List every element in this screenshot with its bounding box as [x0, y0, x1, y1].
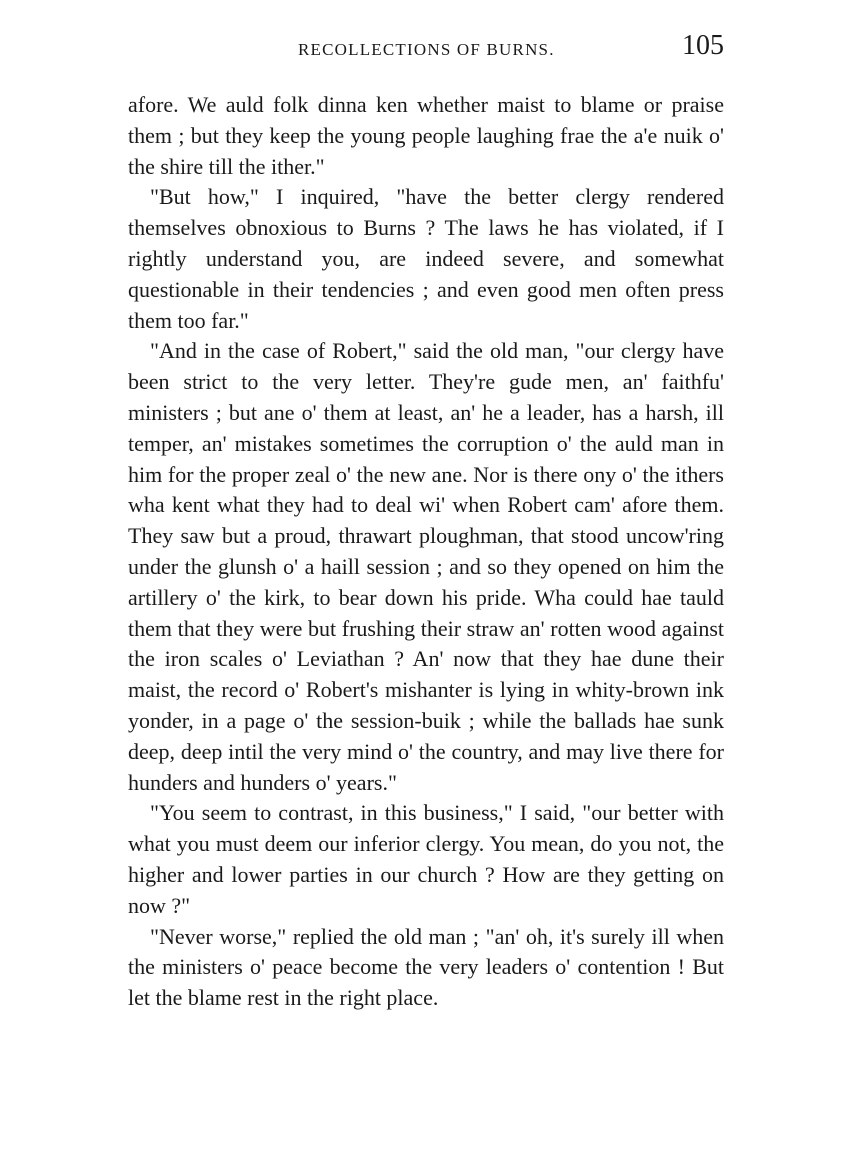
running-title: RECOLLECTIONS OF BURNS.: [298, 40, 555, 59]
paragraph: afore. We auld folk dinna ken whether maist to blame or praise them ; but they keep the young people laughing frae the a'e nuik o' the shire till the ither.": [128, 92, 724, 179]
paragraph: "But how," I inquired, "have the better clergy rendered themselves obnoxious to Burns ? The laws he has violated, if I rightly understand you, are indeed severe, and somewhat questionable in their tendencies ; and even good men often press them too far.": [128, 184, 724, 333]
running-head: [128, 30, 724, 74]
page-number: 105: [682, 30, 724, 61]
paragraph: "You seem to contrast, in this business," I said, "our better with what you must deem our inferior clergy. You mean, do you not, the higher and lower parties in our church ? How are they getting on now ?": [128, 800, 724, 918]
paragraph: "Never worse," replied the old man ; "an' oh, it's surely ill when the ministers o' peace become the very leaders o' contention ! But let the blame rest in the right place.: [128, 923, 724, 1011]
paragraph: "And in the case of Robert," said the old man, "our clergy have been strict to the very letter. They're gude men, an' faithfu' ministers ; but ane o' them at least, an' he a leader, has a harsh, ill temper, an' mistakes sometimes the corruption o' the auld man in him for the proper zeal o' the new ane. Nor is there ony o' the ithers wha kent what they had to deal wi' when Robert cam' afore them. They saw but a proud, thrawart ploughman, that stood uncow'ring under the glunsh o' a haill session ; and so they opened on him the artillery o' the kirk, to bear down his pride. Wha could hae tauld them that they were but frushing their straw an' rotten wood against the iron scales o' Leviathan ? An' now that they hae dune their maist, the record o' Robert's mishanter is lying in whity-brown ink yonder, in a page o' the session-buik ; while the ballads hae sunk deep, deep intil the very mind o' the country, and may live there for hunders and hunders o' years.": [128, 338, 724, 795]
body-text: [128, 90, 724, 1014]
